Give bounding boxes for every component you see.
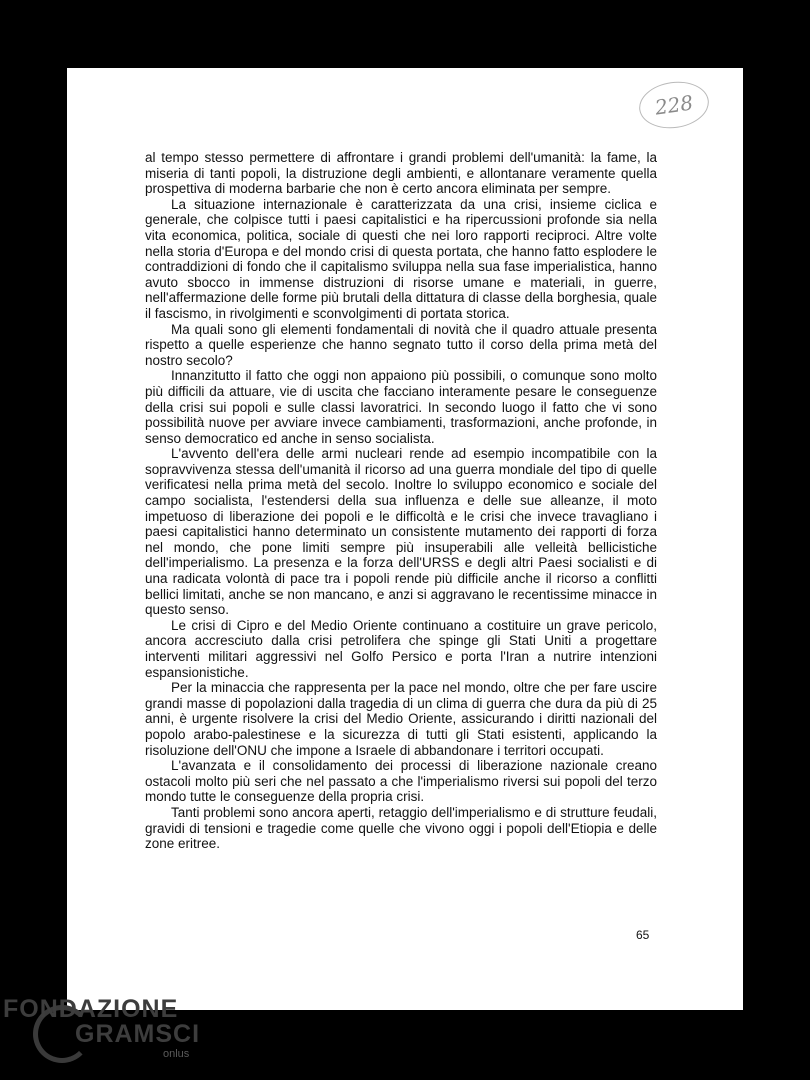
paragraph: Le crisi di Cipro e del Medio Oriente continuano a costituire un grave pericolo, ancora accresciuto dalla crisi petrolifera che spinge gli Stati Uniti a progettare interventi militari aggressivi nel Golfo Persico e porta l'Iran a nutrire intenzioni espansionistiche. xyxy=(145,617,657,680)
document-page xyxy=(67,68,743,1010)
handwritten-page-annotation: 228 xyxy=(636,77,712,132)
page-number: 65 xyxy=(636,928,650,942)
paragraph: Per la minaccia che rappresenta per la pace nel mondo, oltre che per fare uscire grandi masse di popolazioni dalla tragedia di un clima di guerra che dura da più di 25 anni, è urgente risolvere la crisi del Medio Oriente, assicurando i diritti nazionali del popolo arabo-palestinese e la sicurezza di tutti gli Stati esistenti, applicando la risoluzione dell'ONU che impone a Israele di abbandonare i territori occupati. xyxy=(145,680,657,758)
paragraph: Innanzitutto il fatto che oggi non appaiono più possibili, o comunque sono molto più difficili da attuare, vie di uscita che facciano interamente pesare le conseguenze della crisi sui popoli e sulle classi lavoratrici. In secondo luogo il fatto che vi sono possibilità nuove per avviare invece cambiamenti, trasformazioni, anche profonde, in senso democratico ed anche in senso socialista. xyxy=(145,368,657,446)
paragraph: Ma quali sono gli elementi fondamentali di novità che il quadro attuale presenta rispetto a quelle esperienze che hanno segnato tutto il corso della prima metà del nostro secolo? xyxy=(145,321,657,368)
paragraph: L'avanzata e il consolidamento dei processi di liberazione nazionale creano ostacoli molto più seri che nel passato a che l'imperialismo riversi sui popoli del terzo mondo tutte le conseguenze della propria crisi. xyxy=(145,758,657,805)
logo-onlus: onlus xyxy=(163,1048,190,1060)
paragraph: al tempo stesso permettere di affrontare i grandi problemi dell'umanità: la fame, la miseria di tanti popoli, la distruzione degli ambienti, e allontanare veramente quella prospettiva di moderna barbarie che non è certo ancora eliminata per sempre. xyxy=(145,150,657,197)
logo-line-fondazione: FONDAZIONE xyxy=(3,995,179,1023)
paragraph: Tanti problemi sono ancora aperti, retaggio dell'imperialismo e di strutture feudali, gravidi di tensioni e tragedie come quelle che vivono oggi i popoli dell'Etiopia e delle zone eritree. xyxy=(145,804,657,852)
logo-line-gramsci: GRAMSCI xyxy=(75,1020,201,1048)
paragraph: La situazione internazionale è caratterizzata da una crisi, insieme ciclica e generale, che colpisce tutti i paesi capitalistici e ha ripercussioni profonde sia nella vita economica, politica, sociale di questi che nei loro rapporti reciproci. Altre volte nella storia d'Europa e del mondo crisi di questa portata, che hanno fatto esplodere le contraddizioni di fondo che il capitalismo sviluppa nella sua fase imperialistica, hanno avuto sbocco in immense distruzioni di risorse umane e materiali, in guerre, nell'affermazione delle forme più brutali della dittatura di classe della borghesia, quale il fascismo, in rivolgimenti e sconvolgimenti di portata storica. xyxy=(145,196,657,321)
fondazione-gramsci-logo xyxy=(3,995,203,1067)
paragraph: L'avvento dell'era delle armi nucleari rende ad esempio incompatibile con la sopravvivenza stessa dell'umanità il ricorso ad una guerra mondiale del tipo di quelle verificatesi nella prima metà del secolo. Inoltre lo sviluppo economico e sociale del campo socialista, l'estendersi della sua influenza e delle sue alleanze, il moto impetuoso di liberazione dei popoli e le difficoltà e le crisi che invece travagliano i paesi capitalistici hanno determinato un consistente mutamento dei rapporti di forza nel mondo, che pone limiti sempre più insuperabili alle velleità bellicistiche dell'imperialismo. La presenza e la forza dell'URSS e degli altri Paesi socialisti e di una radicata volontà di pace tra i popoli rende più difficile anche il ricorso a conflitti bellici limitati, anche se non mancano, e anzi si aggravano le recentissime minacce in questo senso. xyxy=(145,446,657,618)
document-body xyxy=(145,150,657,852)
